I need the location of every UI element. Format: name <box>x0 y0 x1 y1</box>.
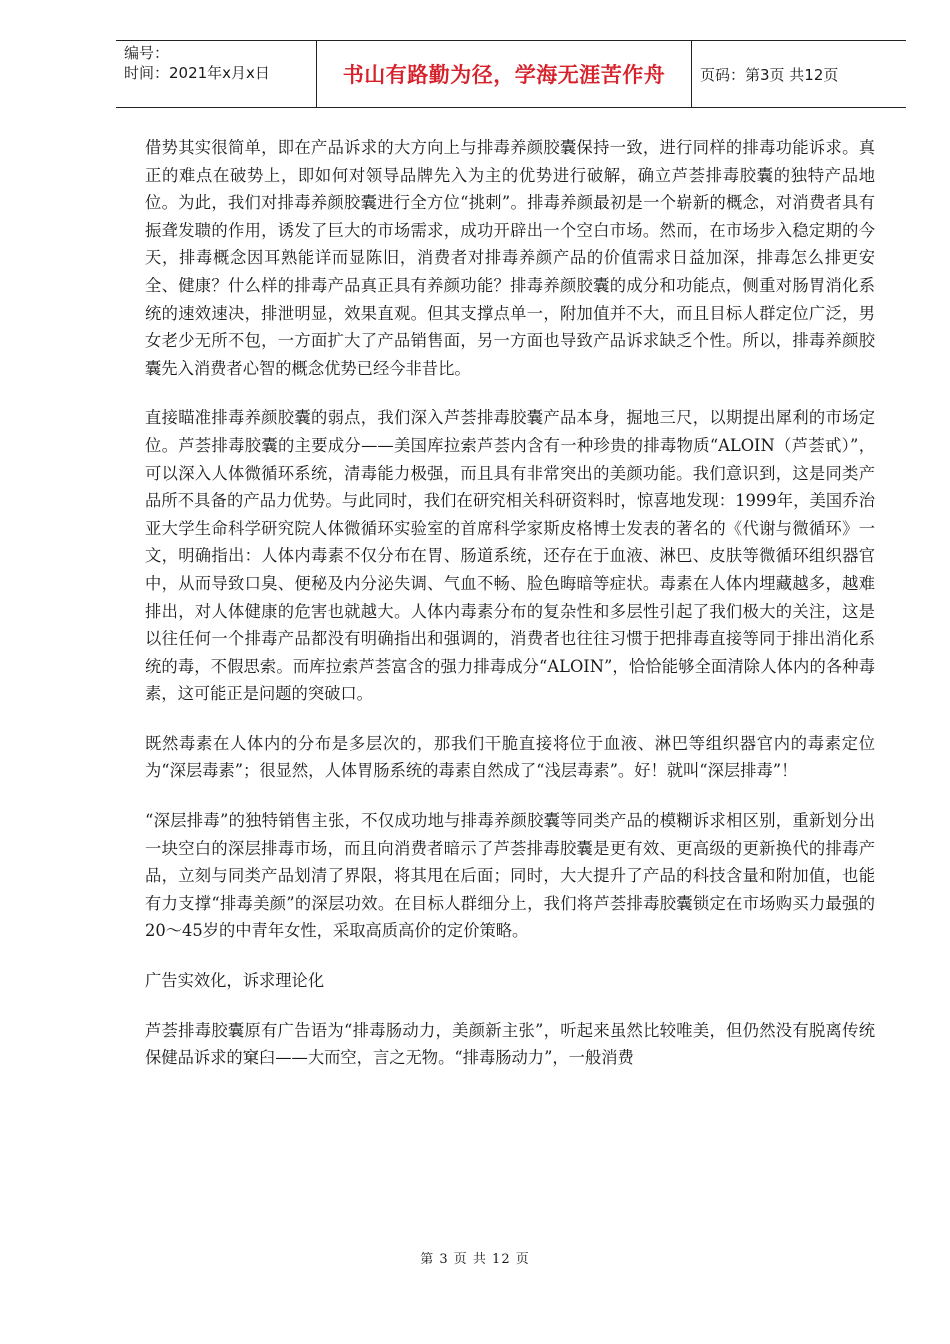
body-paragraph: 既然毒素在人体内的分布是多层次的，那我们干脆直接将位于血液、淋巴等组织器官内的毒素定位为“深层毒素”；很显然，人体胃肠系统的毒素自然成了“浅层毒素”。好！就叫“深层排毒”！ <box>145 733 875 781</box>
document-number-label: 编号： <box>124 44 170 62</box>
body-paragraph: 借势其实很简单，即在产品诉求的大方向上与排毒养颜胶囊保持一致，进行同样的排毒功能诉求。真正的难点在破势上，即如何对领导品牌先入为主的优势进行破解，确立芦荟排毒胶囊的独特产品地位。为此，我们对排毒养颜胶囊进行全方位“挑刺”。排毒养颜最初是一个崭新的概念，对消费者具有振聋发聩的作用，诱发了巨大的市场需求，成功开辟出一个空白市场。然而，在市场步入稳定期的今天，排毒概念因耳熟能详而显陈旧，消费者对排毒养颜产品的价值需求日益加深，排毒怎么排更安全、健康？什么样的排毒产品真正具有养颜功能？排毒养颜胶囊的成分和功能点，侧重对肠胃消化系统的速效速决，排泄明显，效果直观。但其支撑点单一，附加值并不大，而且目标人群定位广泛，男女老少无所不包，一方面扩大了产品销售面，另一方面也导致产品诉求缺乏个性。所以，排毒养颜胶囊先入消费者心智的概念优势已经今非昔比。 <box>145 138 875 378</box>
header-page-number: 页码：第3页 共12页 <box>700 65 839 84</box>
header-motto-cell <box>316 41 692 107</box>
body-paragraph: 直接瞄准排毒养颜胶囊的弱点，我们深入芦荟排毒胶囊产品本身，掘地三尺，以期提出犀利的市场定位。芦荟排毒胶囊的主要成分——美国库拉索芦荟内含有一种珍贵的排毒物质“ALOIN（芦荟甙）”，可以深入人体微循环系统，清毒能力极强，而且具有非常突出的美颜功能。我们意识到，这是同类产品所不具备的产品力优势。与此同时，我们在研究相关科研资料时，惊喜地发现：1999年，美国乔治亚大学生命科学研究院人体微循环实验室的首席科学家斯皮格博士发表的著名的《代谢与微循环》一文，明确指出：人体内毒素不仅分布在胃、肠道系统，还存在于血液、淋巴、皮肤等微循环组织器官中，从而导致口臭、便秘及内分泌失调、气血不畅、脸色晦暗等症状。毒素在人体内埋藏越多，越难排出，对人体健康的危害也就越大。人体内毒素分布的复杂性和多层性引起了我们极大的关注，这是以往任何一个排毒产品都没有明确指出和强调的，消费者也往往习惯于把排毒直接等同于排出消化系统的毒，不假思索。而库拉索芦荟富含的强力排毒成分“ALOIN”，恰恰能够全面清除人体内的各种毒素，这可能正是问题的突破口。 <box>145 408 875 704</box>
document-body <box>145 134 875 1094</box>
section-heading: 广告实效化，诉求理论化 <box>145 971 325 991</box>
page-footer: 第 3 页 共 12 页 <box>420 1252 530 1267</box>
header-meta <box>116 41 316 107</box>
body-paragraph: “深层排毒”的独特销售主张，不仅成功地与排毒养颜胶囊等同类产品的模糊诉求相区别，重新划分出一块空白的深层排毒市场，而且向消费者暗示了芦荟排毒胶囊是更有效、更高级的更新换代的排毒产品，立刻与同类产品划清了界限，将其甩在后面；同时，大大提升了产品的科技含量和附加值，也能有力支撑“排毒美颜”的深层功效。在目标人群细分上，我们将芦荟排毒胶囊锁定在市场购买力最强的20～45岁的中青年女性，采取高质高价的定价策略。 <box>145 811 875 941</box>
document-time-label: 时间：2021年x月x日 <box>124 64 270 82</box>
page-header <box>116 40 906 108</box>
header-page-cell <box>692 41 906 107</box>
body-paragraph: 芦荟排毒胶囊原有广告语为“排毒肠动力，美颜新主张”，听起来虽然比较唯美，但仍然没有脱离传统保健品诉求的窠臼——大而空，言之无物。“排毒肠动力”，一般消费 <box>145 1020 875 1068</box>
header-motto: 书山有路勤为径，学海无涯苦作舟 <box>342 63 666 87</box>
